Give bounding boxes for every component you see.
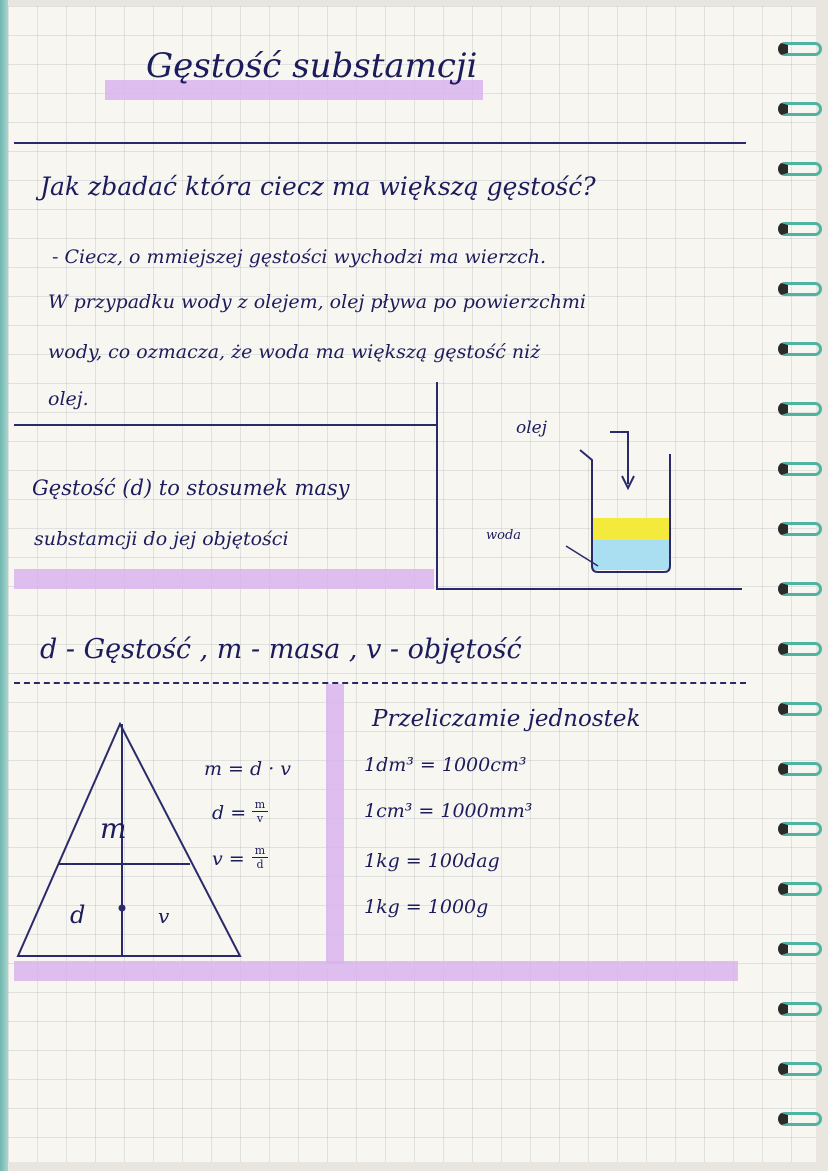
volume-numerator: m bbox=[252, 844, 268, 858]
definition-vertical-line bbox=[436, 382, 438, 590]
definition-line-2: substamcji do jej objętości bbox=[34, 528, 289, 550]
spiral-coil bbox=[778, 1002, 822, 1016]
spiral-coil bbox=[778, 642, 822, 656]
paragraph-line-4: olej. bbox=[48, 388, 89, 410]
formula-volume-lhs: v = bbox=[212, 848, 245, 870]
definition-line-1: Gęstość (d) to stosumek masy bbox=[32, 476, 350, 500]
oil-arrow bbox=[610, 432, 628, 484]
paragraph-line-2: W przypadku wody z olejem, olej pływa po powierzchmi bbox=[48, 291, 586, 313]
title-divider bbox=[14, 142, 746, 144]
spiral-coil bbox=[778, 162, 822, 176]
page-title: Gęstość substamcji bbox=[146, 46, 478, 86]
conversions-vertical-highlight bbox=[326, 684, 344, 964]
notebook-page bbox=[8, 6, 816, 1162]
spiral-coil bbox=[778, 702, 822, 716]
formula-mass: m = d · v bbox=[204, 758, 292, 780]
symbols-dashed-line bbox=[14, 682, 746, 684]
spiral-coil bbox=[778, 1062, 822, 1076]
formula-volume-fraction bbox=[252, 844, 268, 871]
triangle-label-top: m bbox=[100, 812, 127, 845]
conversion-item: 1dm³ = 1000cm³ bbox=[364, 754, 527, 776]
beaker-drawing bbox=[468, 406, 708, 586]
spiral-coil bbox=[778, 1112, 822, 1126]
spiral-coil bbox=[778, 402, 822, 416]
question-text: Jak zbadać która ciecz ma większą gęstość? bbox=[40, 172, 596, 201]
bottom-highlight bbox=[14, 961, 738, 981]
beaker-label-oil: olej bbox=[516, 418, 548, 438]
spiral-coil bbox=[778, 282, 822, 296]
formula-density-lhs: d = bbox=[212, 802, 247, 824]
spiral-coil bbox=[778, 102, 822, 116]
spiral-coil bbox=[778, 42, 822, 56]
conversions-title: Przeliczamie jednostek bbox=[372, 706, 641, 732]
spiral-coil bbox=[778, 222, 822, 236]
triangle-label-left: d bbox=[70, 901, 86, 929]
paragraph-line-3: wody, co ozmacza, że woda ma większą gęstość niż bbox=[48, 341, 541, 363]
spiral-coil bbox=[778, 462, 822, 476]
conversion-item: 1cm³ = 1000mm³ bbox=[364, 800, 533, 822]
formula-density-fraction bbox=[252, 798, 268, 825]
density-numerator: m bbox=[252, 798, 268, 812]
spiral-coil bbox=[778, 762, 822, 776]
triangle-label-right: v bbox=[158, 904, 170, 928]
definition-highlight bbox=[14, 569, 434, 589]
density-triangle bbox=[14, 716, 254, 961]
spiral-coil bbox=[778, 882, 822, 896]
volume-denominator: d bbox=[256, 858, 264, 871]
conversion-item: 1kg = 100dag bbox=[364, 850, 500, 872]
beaker-bottom-line bbox=[436, 588, 742, 590]
beaker-label-water: woda bbox=[486, 528, 522, 543]
notebook-edge bbox=[0, 0, 8, 1171]
definition-top-line bbox=[14, 424, 436, 426]
density-denominator: v bbox=[256, 812, 264, 825]
spiral-coil bbox=[778, 942, 822, 956]
triangle-dot bbox=[119, 905, 126, 912]
water-layer bbox=[592, 540, 670, 570]
spiral-coil bbox=[778, 522, 822, 536]
spiral-coil bbox=[778, 342, 822, 356]
oil-layer bbox=[592, 518, 670, 540]
conversion-item: 1kg = 1000g bbox=[364, 896, 489, 918]
spiral-coil bbox=[778, 822, 822, 836]
symbols-line: d - Gęstość , m - masa , v - objętość bbox=[40, 634, 522, 665]
spiral-coil bbox=[778, 582, 822, 596]
paragraph-line-1: - Ciecz, o mmiejszej gęstości wychodzi ma wierzch. bbox=[52, 246, 547, 268]
